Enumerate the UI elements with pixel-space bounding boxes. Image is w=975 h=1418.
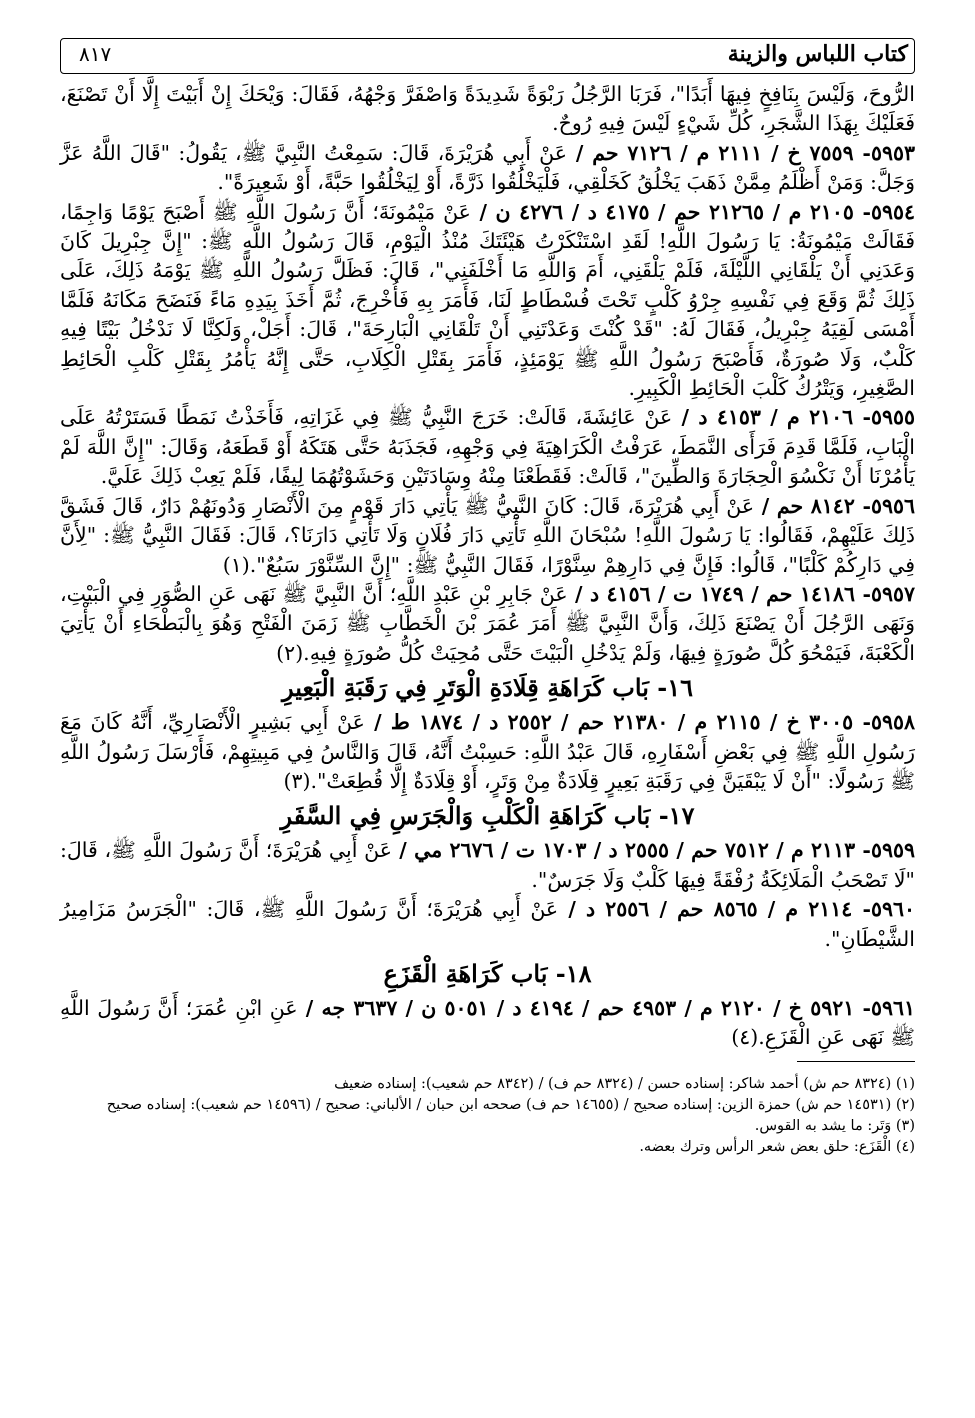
hadith-paragraph bbox=[60, 708, 915, 796]
hadith-text: عَنْ أَبِي هُرَيْرَةَ، قَالَ: كَانَ النَّبِيُّ ﷺ يَأْتِي دَارَ قَوْمٍ مِنَ الْأَنْصَارِ وَدُونَهُمْ دَارٌ، قَالَ فَشَقَّ ذَلِكَ عَلَيْهِمْ، فَقَالُوا: يَا رَسُولَ اللَّهِ! سُبْحَانَ اللَّهِ تَأْتِي دَارَ فُلَانٍ وَلَا تَأْتِي دَارَنَا؟، قَالَ: فَقَالَ النَّبِيُّ ﷺ: "لِأَنَّ فِي دَارِكُمْ كَلْبًا"، قَالُوا: فَإِنَّ فِي دَارِهِمْ سِنَّوْرًا، فَقَالَ النَّبِيُّ ﷺ: "إِنَّ السِّنَّوْرَ سَبُعٌ".(١) bbox=[60, 493, 915, 577]
hadith-paragraph bbox=[60, 836, 915, 895]
page-header bbox=[60, 38, 915, 74]
hadith-number: ٥٩٥٣- ٧٥٥٩ خ / ٢١١١ م / ٧١٢٦ حم / bbox=[566, 140, 915, 165]
hadith-paragraph bbox=[60, 994, 915, 1053]
hadith-number: ٥٩٦١- ٥٩٢١ خ / ٢١٢٠ م / ٤٩٥٣ حم / ٤١٩٤ د / ٥٠٥١ ن / ٣٦٣٧ جه / bbox=[297, 995, 916, 1020]
hadith-paragraph bbox=[60, 198, 915, 404]
page-number: ٨١٧ bbox=[79, 42, 112, 66]
hadith-text: عَنْ أَبِي هُرَيْرَةَ؛ أَنَّ رَسُولَ اللَّهِ ﷺ، قَالَ: "لَا تَصْحَبُ الْمَلَائِكَةُ رُفْقَةً فِيهَا كَلْبٌ وَلَا جَرَسٌ". bbox=[60, 838, 915, 892]
hadith-number: ٥٩٦٠- ٢١١٤ م / ٨٥٦٥ حم / ٢٥٥٦ د / bbox=[558, 897, 916, 922]
hadith-paragraph bbox=[60, 492, 915, 580]
chapter-heading: ١٧- بَاب كَرَاهَةِ الْكَلْبِ وَالْجَرَسِ فِي السَّفَرِ bbox=[280, 801, 695, 831]
chapter-heading: ١٦- بَاب كَرَاهَةِ قِلَادَةِ الْوَتَرِ فِي رَقَبَةِ الْبَعِيرِ bbox=[282, 673, 693, 703]
book-title: كتاب اللباس والزينة bbox=[727, 41, 908, 67]
hadith-text: عَنْ أَبِي هُرَيْرَةَ؛ أَنَّ رَسُولَ اللَّهِ ﷺ، قَالَ: "الْجَرَسُ مَزَامِيرُ الشَّيْطَانِ". bbox=[60, 897, 915, 951]
hadith-text: عَنْ عَائِشَةَ، قَالَتْ: خَرَجَ النَّبِيُّ ﷺ فِي غَزَاتِهِ، فَأَخَذْتُ نَمَطًا فَسَتَرْتُهُ عَلَى الْبَابِ، فَلَمَّا قَدِمَ فَرَأَى النَّمَطَ، عَرَفْتُ الْكَرَاهِيَةَ فِي وَجْهِهِ، فَجَذَبَهُ حَتَّى هَتَكَهُ أَوْ قَطَعَهُ، وَقَالَ: "إِنَّ اللَّهَ لَمْ يَأْمُرْنَا أَنْ نَكْسُوَ الْحِجَارَةَ وَالطِّينَ"، قَالَتْ: فَقَطَعْنَا مِنْهُ وِسَادَتَيْنِ وَحَشَوْتُهُمَا لِيفًا، فَلَمْ يَعِبْ ذَلِكَ عَلَيَّ. bbox=[60, 405, 915, 489]
page bbox=[60, 38, 915, 1158]
chapter-heading: ١٨- بَاب كَرَاهَةِ الْقَزَعِ bbox=[383, 958, 592, 988]
hadith-text: الرُّوحَ، وَلَيْسَ بِنَافِخٍ فِيهَا أَبَدًا"، فَرَبَا الرَّجُلُ رَبْوَةً شَدِيدَةً وَاصْفَرَّ وَجْهُهُ، فَقَالَ: وَيْحَكَ إِنْ أَبَيْتَ إِلَّا أَنْ تَصْنَعَ، فَعَلَيْكَ بِهَذَا الشَّجَرِ، كُلِّ شَيْءٍ لَيْسَ فِيهِ رُوحٌ. bbox=[60, 82, 915, 136]
footnote: (٢) (١٤٥٣١ حم ش) حمزة الزين: إسناده صحيح / (١٤٦٥٥ حم ف) صححه ابن حبان / الألباني: صحيح / (١٤٥٩٦ حم شعيب): إسناده صحيح bbox=[106, 1096, 915, 1113]
hadith-paragraph bbox=[60, 895, 915, 954]
hadith-paragraph bbox=[60, 580, 915, 668]
page-body bbox=[60, 80, 915, 1053]
hadith-paragraph bbox=[60, 139, 915, 198]
hadith-paragraph bbox=[60, 80, 915, 139]
hadith-text: عَنْ مَيْمُونَةَ؛ أَنَّ رَسُولَ اللَّهِ ﷺ أَصْبَحَ يَوْمًا وَاجِمًا، فَقَالَتْ مَيْمُونَةُ: يَا رَسُولَ اللَّهِ! لَقَدِ اسْتَنْكَرْتُ هَيْئَتَكَ مُنْذُ الْيَوْمِ، قَالَ رَسُولُ اللَّهِ ﷺ: "إِنَّ جِبْرِيلَ كَانَ وَعَدَنِي أَنْ يَلْقَانِي اللَّيْلَةَ، فَلَمْ يَلْقَنِي، أَمَ وَاللَّهِ مَا أَخْلَفَنِي"، قَالَ: فَظَلَّ رَسُولُ اللَّهِ ﷺ يَوْمَهُ ذَلِكَ، عَلَى ذَلِكَ ثُمَّ وَقَعَ فِي نَفْسِهِ جِرْوُ كَلْبٍ تَحْتَ فُسْطَاطٍ لَنَا، فَأَمَرَ بِهِ فَأُخْرِجَ، ثُمَّ أَخَذَ بِيَدِهِ مَاءً فَنَضَحَ مَكَانَهُ فَلَمَّا أَمْسَى لَقِيَهُ جِبْرِيلُ، فَقَالَ لَهُ: "قَدْ كُنْتَ وَعَدْتَنِي أَنْ تَلْقَانِي الْبَارِحَةَ"، قَالَ: أَجَلْ، وَلَكِنَّا لَا نَدْخُلُ بَيْتًا فِيهِ كَلْبٌ، وَلَا صُورَةٌ، فَأَصْبَحَ رَسُولُ اللَّهِ ﷺ يَوْمَئِذٍ، فَأَمَرَ بِقَتْلِ الْكِلَابِ، حَتَّى إِنَّهُ يَأْمُرُ بِقَتْلِ كَلْبِ الْحَائِطِ الصَّغِيرِ، وَيَتْرُكُ كَلْبَ الْحَائِطِ الْكَبِيرِ. bbox=[60, 199, 915, 401]
footnote-separator bbox=[797, 1061, 915, 1062]
hadith-number: ٥٩٥٤- ٢١٠٥ م / ٢١٢٦٥ حم / ٤١٧٥ د / ٤٢٧٦ ن / bbox=[470, 199, 916, 224]
footnote: (١) (٨٣٢٤ حم ش) أحمد شاكر: إسناده حسن / (٨٣٢٤ حم ف) / (٨٣٤٢ حم شعيب): إسناده ضعيف bbox=[334, 1075, 915, 1092]
hadith-text: عَنِ ابْنِ عُمَرَ؛ أَنَّ رَسُولَ اللَّهِ ﷺ نَهَى عَنِ الْقَزَعِ.(٤) bbox=[60, 995, 915, 1050]
hadith-number: ٥٩٥٦- ٨١٤٢ حم / bbox=[754, 493, 915, 518]
hadith-text: عَنْ جَابِرِ بْنِ عَبْدِ اللَّهِ؛ أَنَّ النَّبِيَّ ﷺ نَهَى عَنِ الصُّوَرِ فِي الْبَيْتِ، وَنَهَى الرَّجُلَ أَنْ يَصْنَعَ ذَلِكَ، وَأَنَّ النَّبِيَّ ﷺ أَمَرَ عُمَرَ بْنَ الْخَطَّابِ ﷺ زَمَنَ الْفَتْحِ وَهُوَ بِالْبَطْحَاءِ أَنْ يَأْتِيَ الْكَعْبَةَ، فَيَمْحُوَ كُلَّ صُورَةٍ فِيهَا، وَلَمْ يَدْخُلِ الْبَيْتَ حَتَّى مُحِيَتْ كُلُّ صُورَةٍ فِيهِ.(٢) bbox=[60, 581, 915, 665]
hadith-text: عَنْ أَبِي هُرَيْرَةَ، قَالَ: سَمِعْتُ النَّبِيَّ ﷺ، يَقُولُ: "قَالَ اللَّهُ عَزَّ وَجَلَّ: وَمَنْ أَظْلَمُ مِمَّنْ ذَهَبَ يَخْلُقُ كَخَلْقِي، فَلْيَخْلُقُوا ذَرَّةً، أَوْ لِيَخْلُقُوا حَبَّةً، أَوْ شَعِيرَةً". bbox=[60, 140, 915, 195]
hadith-number: ٥٩٥٧- ١٤١٨٦ حم / ١٧٤٩ ت / ٤١٥٦ د / bbox=[567, 581, 916, 606]
footnote: (٤) الْقَزَع: حلق بعض شعر الرأس وترك بعضه. bbox=[639, 1138, 915, 1155]
hadith-number: ٥٩٥٩- ٢١١٣ م / ٧٥١٢ حم / ٢٥٥٥ د / ١٧٠٣ ت / ٢٦٧٦ مي / bbox=[391, 838, 915, 863]
hadith-text: عَنْ أَبِي بَشِيرٍ الْأَنْصَارِيِّ، أَنَّهُ كَانَ مَعَ رَسُولِ اللَّهِ ﷺ فِي بَعْضِ أَسْفَارِهِ، قَالَ عَبْدُ اللَّهِ: حَسِبْتُ أَنَّهُ، قَالَ وَالنَّاسُ فِي مَبِيتِهِمْ، فَأَرْسَلَ رَسُولُ اللَّهِ ﷺ رَسُولًا: "أَنْ لَا يَبْقَيَنَّ فِي رَقَبَةِ بَعِيرٍ قِلَادَةٌ مِنْ وَتَرٍ، أَوْ قِلَادَةٌ إِلَّا قُطِعَتْ".(٣) bbox=[60, 710, 915, 793]
hadith-paragraph bbox=[60, 403, 915, 491]
hadith-number: ٥٩٥٨- ٣٠٠٥ خ / ٢١١٥ م / ٢١٣٨٠ حم / ٢٥٥٢ د / ١٨٧٤ ط / bbox=[364, 710, 916, 735]
footnotes bbox=[60, 1074, 915, 1158]
hadith-number: ٥٩٥٥- ٢١٠٦ م / ٤١٥٣ د / bbox=[672, 405, 915, 430]
footnote: (٣) وَتَر: ما يشد به القوس. bbox=[754, 1117, 915, 1134]
